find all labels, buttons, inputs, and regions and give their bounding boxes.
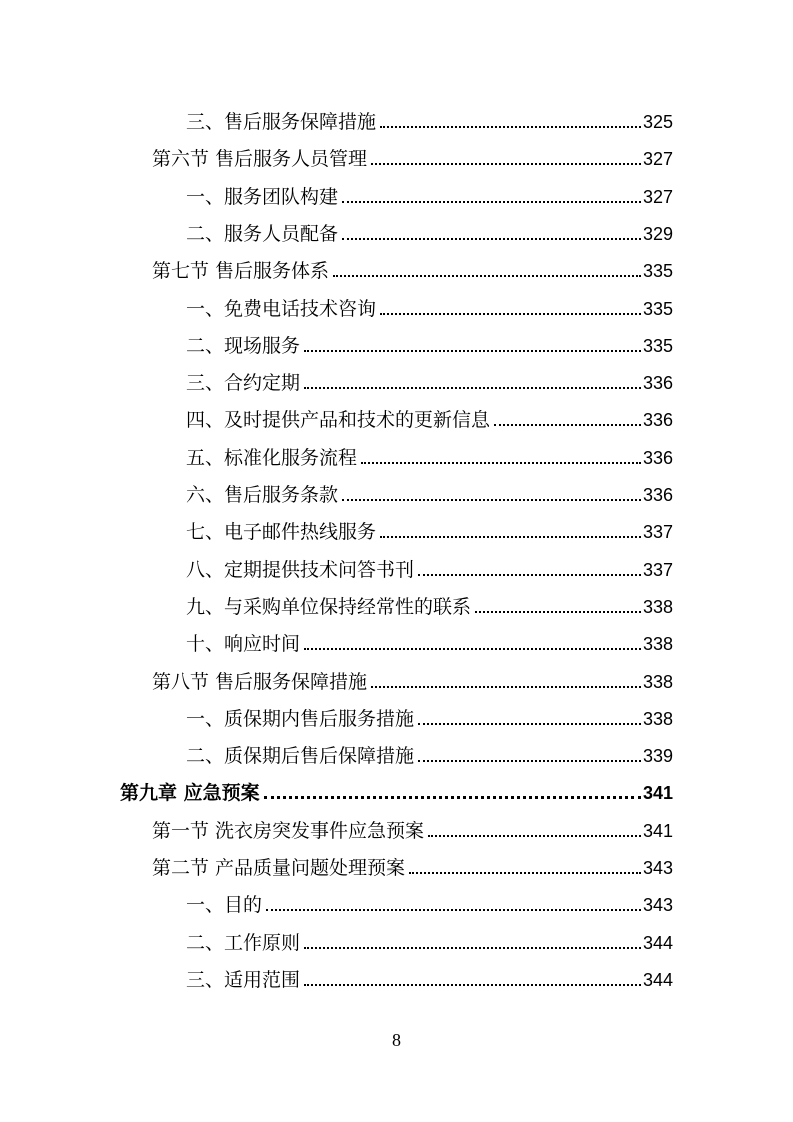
toc-subsection-entry (186, 440, 673, 470)
toc-subsection-entry (186, 179, 673, 209)
toc-dot-leader (428, 835, 641, 837)
toc-subsection-entry (186, 626, 673, 656)
toc-subsection-entry (186, 589, 673, 619)
toc-subsection-entry (186, 291, 673, 321)
toc-entry-page: 338 (642, 596, 673, 617)
toc-dot-leader (409, 872, 641, 874)
toc-entry-label: 二、服务人员配备 (186, 222, 339, 245)
toc-dot-leader (342, 499, 641, 501)
toc-dot-leader (342, 201, 641, 203)
toc-entry-label: 一、质保期内售后服务措施 (186, 707, 415, 730)
toc-chapter-entry (120, 775, 673, 805)
toc-entry-label: 第二节 产品质量问题处理预案 (152, 857, 406, 879)
toc-subsection-entry (186, 887, 673, 917)
toc-entry-page: 337 (642, 522, 673, 543)
toc-dot-leader (304, 947, 641, 949)
toc-dot-leader (380, 126, 641, 128)
toc-entry-label: 第一节 洗衣房突发事件应急预案 (152, 819, 425, 842)
toc-entry-label: 第七节 售后服务体系 (152, 260, 330, 283)
toc-dot-leader (304, 984, 641, 986)
toc-dot-leader (342, 238, 641, 240)
toc-entry-page: 338 (642, 634, 673, 655)
toc-entry-label: 一、目的 (186, 894, 263, 917)
toc-entry-page: 344 (642, 969, 673, 990)
toc-entry-label: 第九章 应急预案 (120, 782, 260, 805)
toc-entry-page: 336 (642, 447, 673, 468)
toc-dot-leader (371, 686, 641, 688)
toc-entry-page: 339 (642, 746, 673, 767)
toc-entry-page: 341 (642, 783, 673, 804)
toc-entry-label: 二、现场服务 (186, 334, 301, 357)
toc-entry-label: 三、售后服务保障措施 (186, 111, 377, 133)
toc-entry-label: 四、及时提供产品和技术的更新信息 (186, 409, 491, 432)
toc-entry-page: 341 (642, 820, 673, 841)
toc-entry-label: 一、服务团队构建 (186, 185, 339, 208)
toc-entry-page: 329 (642, 223, 673, 244)
toc-entry-page: 343 (642, 895, 673, 916)
toc-subsection-entry (186, 738, 673, 768)
toc-entry-page: 335 (642, 261, 673, 282)
toc-entry-label: 六、售后服务条款 (186, 484, 339, 506)
toc-entry-label: 七、电子邮件热线服务 (186, 521, 377, 544)
toc-subsection-entry (186, 328, 673, 358)
toc-dot-leader (304, 350, 641, 352)
toc-dot-leader (264, 796, 641, 799)
toc-entry-label: 三、合约定期 (186, 372, 301, 395)
toc-entry-page: 327 (642, 186, 673, 207)
toc-entry-page: 335 (642, 298, 673, 319)
toc-dot-leader (475, 611, 641, 613)
toc-dot-leader (380, 536, 641, 538)
toc-dot-leader (371, 163, 641, 165)
toc-entry-page: 325 (642, 112, 673, 132)
toc-entry-page: 327 (642, 149, 673, 170)
toc-entry-label: 第六节 售后服务人员管理 (152, 148, 368, 171)
toc-entry-page: 335 (642, 335, 673, 356)
toc-section-entry (152, 253, 673, 283)
toc-entry-label: 第八节 售后服务保障措施 (152, 670, 368, 693)
toc-dot-leader (380, 313, 641, 315)
toc-dot-leader (418, 723, 641, 725)
toc-entry-page: 336 (642, 410, 673, 431)
toc-dot-leader (418, 760, 641, 762)
toc-entry-label: 九、与采购单位保持经常性的联系 (186, 595, 472, 618)
toc-entry-page: 343 (642, 858, 673, 878)
toc-subsection-entry (186, 514, 673, 544)
toc-subsection-entry (186, 925, 673, 955)
toc-entry-page: 337 (642, 559, 673, 580)
toc-dot-leader (333, 275, 641, 277)
toc-subsection-entry (186, 552, 673, 582)
toc-entry-label: 十、响应时间 (186, 633, 301, 656)
toc-entry-label: 二、工作原则 (186, 931, 301, 954)
toc-dot-leader (494, 424, 641, 426)
toc-entry-label: 二、质保期后售后保障措施 (186, 745, 415, 768)
toc-dot-leader (418, 574, 641, 576)
toc-subsection-entry (186, 477, 673, 507)
toc-entry-label: 三、适用范围 (186, 968, 301, 991)
toc-section-entry (152, 141, 673, 171)
toc-subsection-entry (186, 216, 673, 246)
toc-dot-leader (304, 648, 641, 650)
toc-subsection-entry (186, 402, 673, 432)
toc-subsection-entry (186, 962, 673, 992)
toc-section-entry (152, 664, 673, 694)
toc-entry-label: 一、免费电话技术咨询 (186, 297, 377, 320)
toc-section-entry (152, 850, 673, 880)
toc-entry-page: 344 (642, 932, 673, 953)
toc-dot-leader (361, 462, 641, 464)
toc-entry-page: 336 (642, 485, 673, 505)
toc-dot-leader (266, 909, 641, 911)
toc-entry-page: 338 (642, 671, 673, 692)
toc-subsection-entry (186, 365, 673, 395)
page-number: 8 (392, 1030, 401, 1050)
toc-subsection-entry (186, 104, 673, 134)
toc-entry-page: 338 (642, 708, 673, 729)
toc-entry-label: 八、定期提供技术问答书刊 (186, 558, 415, 581)
toc-entry-page: 336 (642, 373, 673, 394)
toc-dot-leader (304, 387, 641, 389)
toc-entry-label: 五、标准化服务流程 (186, 446, 358, 469)
toc-section-entry (152, 813, 673, 843)
toc-subsection-entry (186, 701, 673, 731)
